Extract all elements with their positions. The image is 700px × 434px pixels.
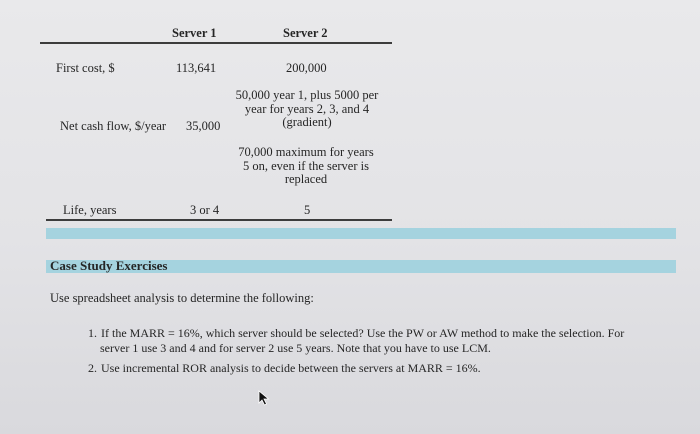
row-label-life: Life, years [63, 203, 117, 217]
server2-cash-line: 50,000 year 1, plus 5000 per [235, 88, 379, 102]
exercise-number: 2. [88, 361, 97, 375]
header-server-2: Server 2 [283, 26, 328, 40]
cursor-arrow-icon [258, 390, 270, 406]
server2-net-cash-flow [226, 89, 388, 130]
exercise-item [88, 361, 678, 376]
server1-life: 3 or 4 [190, 203, 220, 217]
server2-cash-note [230, 146, 382, 187]
server2-cash-line: (gradient) [282, 115, 332, 129]
header-server-1: Server 1 [172, 26, 217, 40]
server2-note-line: 5 on, even if the server is [242, 158, 369, 173]
exercise-text: Use incremental ROR analysis to decide between the servers at MARR = 16%. [101, 361, 481, 375]
case-study-instruction: Use spreadsheet analysis to determine the following: [50, 291, 314, 305]
exercise-text: server 1 use 3 and 4 and for server 2 use 5 years. Note that you have to use LCM. [100, 341, 491, 355]
server2-note-line: replaced [284, 172, 328, 186]
server2-note-line: 70,000 maximum for years [238, 145, 374, 159]
row-label-net-cash-flow: Net cash flow, $/year [60, 119, 167, 133]
exercise-item [88, 326, 678, 356]
server2-life: 5 [304, 203, 311, 217]
exercise-number: 1. [88, 326, 97, 340]
server1-net-cash-flow: 35,000 [186, 119, 221, 133]
highlight-band [46, 228, 676, 239]
exercise-text: If the MARR = 16%, which server should be selected? Use the PW or AW method to make the selection. For [101, 326, 625, 340]
row-label-first-cost: First cost, $ [56, 61, 115, 75]
header-rule [40, 42, 392, 44]
table-bottom-rule [46, 219, 392, 221]
server2-first-cost: 200,000 [286, 61, 327, 75]
case-study-title: Case Study Exercises [50, 258, 168, 273]
server2-cash-line: year for years 2, 3, and 4 [244, 101, 370, 116]
server1-first-cost: 113,641 [176, 61, 217, 75]
